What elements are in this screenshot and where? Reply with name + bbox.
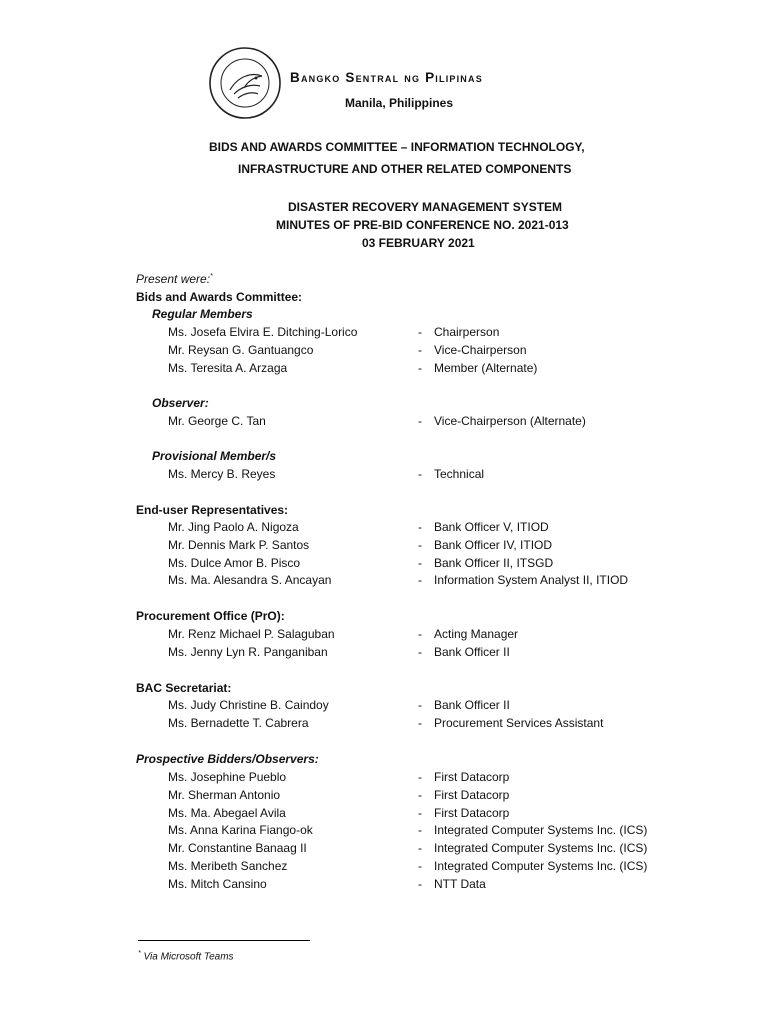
attendee-name: Ms. Josefa Elvira E. Ditching-Lorico — [168, 325, 358, 339]
dash-separator: - — [418, 520, 422, 534]
minutes-title: MINUTES OF PRE-BID CONFERENCE NO. 2021-013 — [276, 218, 569, 232]
meeting-date: 03 FEBRUARY 2021 — [362, 236, 475, 250]
attendee-name: Mr. Reysan G. Gantuangco — [168, 342, 314, 357]
bank-name: Bangko Sentral ng Pilipinas — [290, 70, 483, 85]
attendee-name: Mr. Dennis Mark P. Santos — [168, 537, 310, 552]
attendee-role: Vice-Chairperson (Alternate) — [434, 414, 586, 428]
attendee-role: Bank Officer V, ITIOD — [434, 520, 549, 534]
footnote: * Via Microsoft Teams — [138, 950, 234, 963]
footnote-divider — [138, 940, 310, 941]
attendee-name: Mr. Constantine Banaag II — [168, 841, 307, 856]
attendee-role: Chairperson — [434, 325, 500, 339]
provisional-members-label: Provisional Member/s — [152, 449, 277, 463]
regular-members-label: Regular Members — [152, 307, 253, 321]
attendee-role: Bank Officer II — [434, 644, 510, 659]
attendee-role: Bank Officer II, ITSGD — [434, 555, 554, 570]
attendee-role: First Datacorp — [434, 787, 510, 802]
attendee-role: First Datacorp — [434, 805, 510, 820]
attendee-role: Integrated Computer Systems Inc. (ICS) — [434, 823, 648, 838]
attendee-role: Bank Officer IV, ITIOD — [434, 537, 553, 552]
attendee-role: Member (Alternate) — [434, 360, 538, 375]
dash-separator: - — [418, 360, 422, 375]
committee-title-line2: INFRASTRUCTURE AND OTHER RELATED COMPONENTS — [238, 162, 572, 176]
attendee-name: Ms. Mercy B. Reyes — [168, 467, 276, 481]
attendee-name: Mr. George C. Tan — [168, 414, 266, 428]
attendee-role: Technical — [434, 467, 485, 481]
attendee-name: Ms. Ma. Alesandra S. Ancayan — [168, 573, 332, 588]
dash-separator: - — [418, 859, 422, 873]
dash-separator: - — [418, 644, 422, 659]
dash-separator: - — [418, 627, 422, 641]
observer-label: Observer: — [152, 396, 209, 410]
attendee-name: Ms. Ma. Abegael Avila — [168, 805, 286, 820]
project-title: DISASTER RECOVERY MANAGEMENT SYSTEM — [288, 200, 563, 214]
present-label: Present were:* — [136, 272, 213, 286]
attendee-role: Integrated Computer Systems Inc. (ICS) — [434, 859, 648, 873]
attendee-role: Bank Officer II — [434, 698, 510, 712]
dash-separator: - — [418, 537, 422, 552]
attendee-name: Ms. Jenny Lyn R. Panganiban — [168, 644, 328, 659]
bidders-label: Prospective Bidders/Observers: — [136, 752, 319, 766]
attendee-name: Ms. Anna Karina Fiango-ok — [168, 823, 313, 838]
attendee-name: Mr. Jing Paolo A. Nigoza — [168, 520, 299, 534]
attendee-name: Ms. Josephine Pueblo — [168, 770, 287, 784]
attendee-role: NTT Data — [434, 876, 486, 891]
dash-separator: - — [418, 805, 422, 820]
dash-separator: - — [418, 823, 422, 838]
bsp-seal-icon — [208, 46, 282, 120]
attendee-name: Ms. Meribeth Sanchez — [168, 859, 288, 873]
attendee-role: Information System Analyst II, ITIOD — [434, 573, 629, 588]
attendee-role: Procurement Services Assistant — [434, 715, 604, 730]
attendee-role: Vice-Chairperson — [434, 342, 527, 357]
dash-separator: - — [418, 467, 422, 481]
dash-separator: - — [418, 555, 422, 570]
dash-separator: - — [418, 698, 422, 712]
attendee-name: Ms. Bernadette T. Cabrera — [168, 715, 309, 730]
attendee-role: First Datacorp — [434, 770, 510, 784]
attendee-name: Ms. Teresita A. Arzaga — [168, 360, 288, 375]
committee-title-line1: BIDS AND AWARDS COMMITTEE – INFORMATION TECHNOLOGY, — [209, 140, 585, 154]
dash-separator: - — [418, 770, 422, 784]
attendee-name: Ms. Mitch Cansino — [168, 876, 267, 891]
attendee-role: Acting Manager — [434, 627, 519, 641]
attendee-name: Mr. Sherman Antonio — [168, 787, 281, 802]
dash-separator: - — [418, 715, 422, 730]
dash-separator: - — [418, 841, 422, 856]
bank-city: Manila, Philippines — [345, 96, 454, 110]
dash-separator: - — [418, 342, 422, 357]
attendee-name: Ms. Judy Christine B. Caindoy — [168, 698, 329, 712]
dash-separator: - — [418, 876, 422, 891]
dash-separator: - — [418, 573, 422, 588]
procurement-office-label: Procurement Office (PrO): — [136, 609, 285, 623]
attendee-name: Mr. Renz Michael P. Salaguban — [168, 627, 335, 641]
attendee-name: Ms. Dulce Amor B. Pisco — [168, 555, 301, 570]
bac-label: Bids and Awards Committee: — [136, 290, 303, 304]
attendee-role: Integrated Computer Systems Inc. (ICS) — [434, 841, 648, 856]
dash-separator: - — [418, 414, 422, 428]
end-user-label: End-user Representatives: — [136, 503, 289, 517]
bac-secretariat-label: BAC Secretariat: — [136, 681, 232, 695]
dash-separator: - — [418, 325, 422, 339]
footnote-marker: * — [210, 273, 213, 280]
dash-separator: - — [418, 787, 422, 802]
